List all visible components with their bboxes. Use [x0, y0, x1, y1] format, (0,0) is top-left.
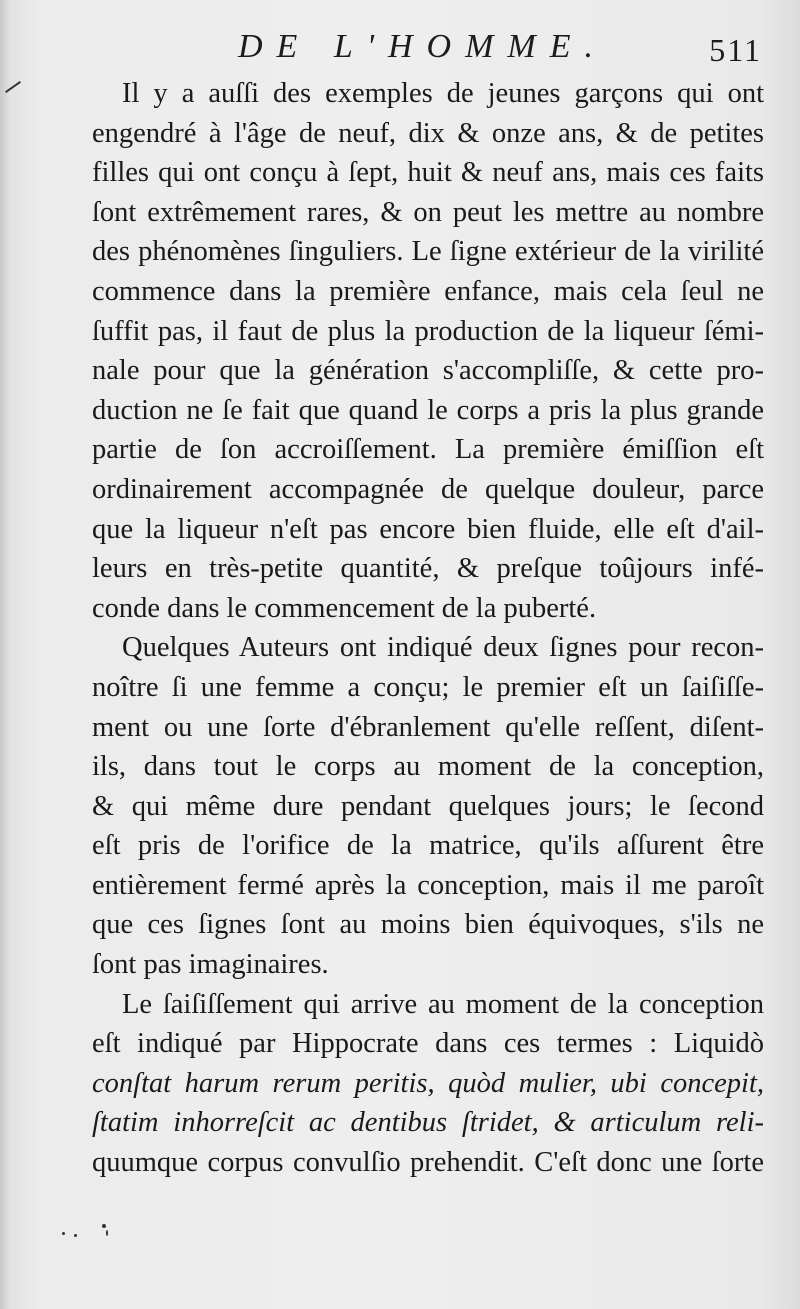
text-line: ment ou une ſorte d'ébranlement qu'elle reſſent, diſent- [92, 711, 764, 743]
text-line: engendré à l'âge de neuf, dix & onze ans, & de petites [92, 117, 764, 149]
text-line: & qui même dure pendant quelques jours; le ſecond [92, 790, 764, 822]
text-line: que ces ſignes ſont au moins bien équivoques, s'ils ne [92, 909, 764, 941]
text-line: ordinairement accompagnée de quelque douleur, parce [92, 473, 764, 505]
margin-mark [5, 81, 21, 93]
ink-specks [60, 1222, 120, 1242]
text-line: quumque corpus convulſio prehendit. C'eſt donc une ſorte [92, 1147, 764, 1179]
text-line-latin: ſtatim inhorreſcit ac dentibus ſtridet, & articulum reli- [92, 1107, 764, 1139]
text-line: ils, dans tout le corps au moment de la conception, [92, 751, 764, 783]
text-line: commence dans la première enfance, mais cela ſeul ne [92, 275, 764, 307]
text-line: leurs en très-petite quantité, & preſque toûjours infé- [92, 553, 764, 585]
text-line: Le ſaiſiſſement qui arrive au moment de la conception [122, 988, 764, 1020]
text-line: nale pour que la génération s'accompliſſe, & cette pro- [92, 355, 764, 387]
text-line: noître ſi une femme a conçu; le premier eſt un ſaiſiſſe- [92, 671, 764, 703]
text-line: ſont extrêmement rares, & on peut les mettre au nombre [92, 196, 764, 228]
page-body [92, 74, 764, 1183]
text-line: Quelques Auteurs ont indiqué deux ſignes pour recon- [122, 632, 764, 664]
paragraph [92, 628, 764, 984]
page-header [0, 28, 800, 72]
text-line: filles qui ont conçu à ſept, huit & neuf ans, mais ces faits [92, 157, 764, 189]
page-number: 511 [709, 32, 762, 68]
text-line: eſt pris de l'orifice de la matrice, qu'ils aſſurent être [92, 830, 764, 862]
text-line: des phénomènes ſinguliers. Le ſigne extérieur de la virilité [92, 236, 764, 268]
text-line: Il y a auſſi des exemples de jeunes garçons qui ont [122, 78, 764, 109]
text-line: conde dans le commencement de la puberté. [92, 592, 597, 624]
text-line: eſt indiqué par Hippocrate dans ces termes : Liquidò [92, 1028, 764, 1060]
text-line: partie de ſon accroiſſement. La première émiſſion eſt [92, 434, 764, 466]
text-line-latin: conſtat harum rerum peritis, quòd mulier, ubi concepit, [92, 1067, 764, 1099]
paragraph [92, 74, 764, 628]
text-line: ſont pas imaginaires. [92, 949, 329, 981]
text-line: que la liqueur n'eſt pas encore bien fluide, elle eſt d'ail- [92, 513, 764, 545]
text-line: ſuffit pas, il faut de plus la production de la liqueur ſémi- [92, 315, 764, 347]
text-line: entièrement fermé après la conception, mais il me paroît [92, 869, 764, 901]
running-head: DE L'HOMME. [238, 28, 608, 65]
text-line: duction ne ſe fait que quand le corps a pris la plus grande [92, 394, 764, 426]
paragraph [92, 985, 764, 1183]
